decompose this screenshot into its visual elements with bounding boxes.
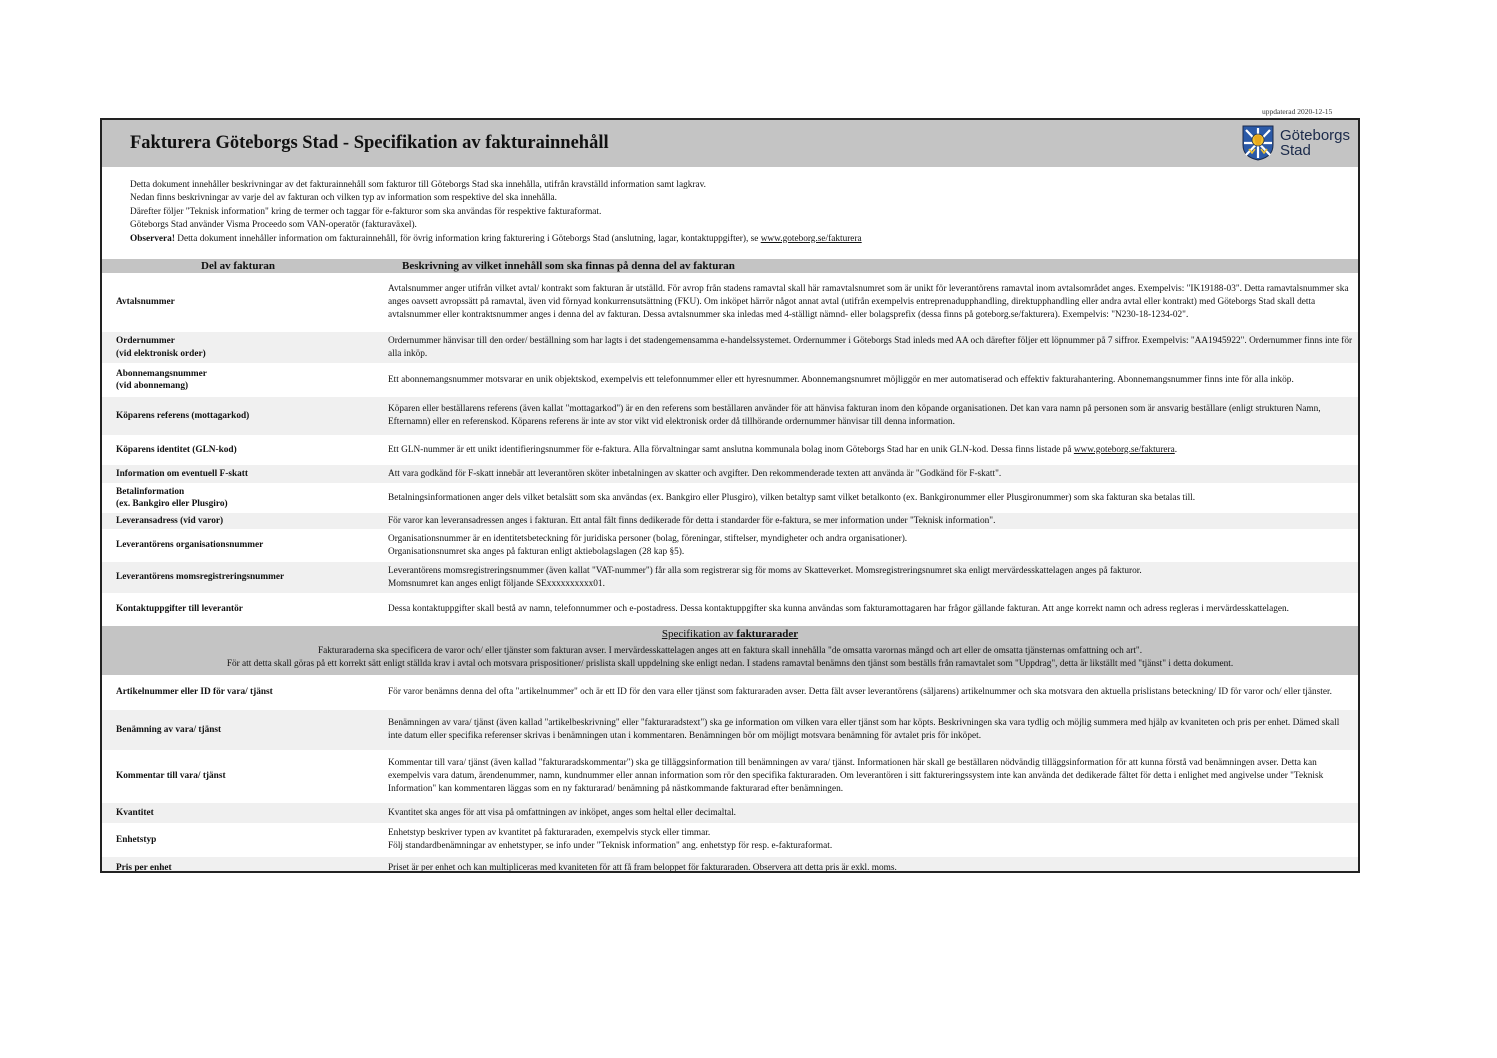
row-description: Kommentar till vara/ tjänst (även kallad "fakturaradskommentar") ska ge tilläggsinformation till benämningen av vara/ tjänst. Informationen här skall ge beställaren nödvändig tilläggsinformation för att kunna förstå vad benämningen avser. Detta kan exempelvis vara datum, ärendenummer, namn, kundnummer eller annan information som rör den specifika fakturaraden. Om leverantören i sitt faktureringssystem inte kan använda det dedikerade fältet för detta i enlighet med angivelse under "Teknisk Information" kan kommentaren läggas som en ny fakturarad/ benämning på nästkommande fakturarad efter benämningen. [388, 758, 1324, 794]
row-description: Enhetstyp beskriver typen av kvantitet på fakturaraden, exempelvis styck eller timmar. Följ standardbenämningar av enhetstyper, se info under "Teknisk information" ang. enhetstyp för resp. e-fakturaformat. [388, 828, 833, 851]
row-label: Pris per enhet [116, 862, 172, 873]
row-description: Ett abonnemangsnummer motsvarar en unik objektskod, exempelvis ett telefonnummer eller ett hyresnummer. Abonnemangsnumret möjliggör en mer automatiserad och effektiv fakturahantering. Abonnemangsnummer finns inte för alla inköp. [388, 374, 1294, 385]
row-label: Köparens identitet (GLN-kod) [116, 444, 237, 455]
table-row [102, 484, 1358, 513]
row-description: För varor benämns denna del ofta "artikelnummer" och är ett ID för den vara eller tjänst som fakturaraden avser. Detta fält avser leverantörens (säljarens) artikelnummer och ska motsvara den aktuella prislistans beteckning/ ID för varor och/ eller tjänster. [388, 686, 1332, 697]
table-row [102, 530, 1358, 562]
row-label: Abonnemangsnummer (vid abonnemang) [116, 368, 207, 391]
row-label: Artikelnummer eller ID för vara/ tjänst [116, 686, 273, 697]
row-description: Organisationsnummer är en identitetsbeteckning för juridiska personer (bolag, föreningar, stiftelser, myndigheter och andra organisationer). Organisationsnumret ska anges på fakturan enligt aktiebolagslagen (28 kap §5). [388, 533, 908, 557]
note-text: Detta dokument innehåller information om fakturainnehåll, för övrig information kring fakturering i Göteborgs Stad (anslutning, lagar, kontaktuppgifter), se [174, 233, 761, 244]
row-description: Köparen eller beställarens referens (även kallat "mottagarkod") är en den referens som beställaren använder för att hänvisa fakturan inom den köpande organisationen. Det kan vara namn på personen som är ansvarig beställare (enligt strukturen Namn, Efternamn) eller en referenskod. Köparens referens är inte av stor vikt vid elektronisk order då tillhörande ordernummer hänvisar till denna information. [388, 404, 1321, 427]
row-label: Leveransadress (vid varor) [116, 515, 224, 526]
table-row [102, 803, 1358, 824]
note-label: Observera! [130, 233, 175, 244]
intro [102, 167, 1358, 259]
fakturera-link[interactable]: www.goteborg.se/fakturera [760, 233, 862, 244]
column-header [102, 259, 1358, 273]
row-label: Avtalsnummer [116, 296, 175, 307]
spec-section [102, 626, 1358, 675]
table-row [102, 436, 1358, 465]
row-label: Kontaktuppgifter till leverantör [116, 604, 243, 615]
row-description: Avtalsnummer anger utifrån vilket avtal/ kontrakt som fakturan är utställd. För avrop från stadens ramavtal skall här ramavtalsnumret som är unikt för leverantörens ramavtal inom avtalsområdet anges. Exempelvis: "IK19188-03". Detta ramavtalsnummer ska anges oavsett avropssätt på ramavtal, även vid förnyad konkurrensutsättning (FKU). Om inköpet härrör något annat avtal (utifrån exempelvis entreprenadupphandling, direktupphandling eller andra avtal eller kontrakt) med Göteborgs Stad skall detta avtalsnummer eller kontraktsnummer anges i denna del av fakturan. Dessa avtalsnummer ska inledas med 4-ställigt nämnd- eller bolagsprefix (dessa finns på goteborg.se/fakturera). Exempelvis: "N230-18-1234-02". [388, 283, 1349, 320]
intro-line: Därefter följer "Teknisk information" kring de termer och taggar för e-fakturor som ska användas för respektive fakturaformat. [130, 206, 602, 217]
column-description: Beskrivning av vilket innehåll som ska finnas på denna del av fakturan [402, 260, 735, 272]
table-row [102, 513, 1358, 530]
row-description: Kvantitet ska anges för att visa på omfattningen av inköpet, anges som heltal eller decimaltal. [388, 807, 737, 818]
table-row [102, 824, 1358, 857]
table-row [102, 751, 1358, 803]
document-frame [100, 118, 1360, 873]
row-label: Enhetstyp [116, 834, 157, 845]
row-description: Leverantörens momsregistreringsnummer (även kallat "VAT-nummer") får alla som registrerar sig för moms av Skatteverket. Momsregistreringsnumret ska enligt mervärdesskattelagen anges på fakturor. Momsnumret kan anges enligt följande SExxxxxxxxxx01. [388, 565, 1142, 589]
row-label: Information om eventuell F-skatt [116, 468, 248, 479]
logo [1242, 125, 1350, 161]
row-label: Betalinformation (ex. Bankgiro eller Plusgiro) [116, 486, 228, 509]
updated-date: uppdaterad 2020-12-15 [1262, 107, 1333, 116]
gln-link[interactable]: www.goteborg.se/fakturera [1073, 444, 1175, 455]
page-title: Fakturera Göteborgs Stad - Specifikation av fakturainnehåll [130, 133, 609, 153]
row-description: Dessa kontaktuppgifter skall bestå av namn, telefonnummer och e-postadress. Dessa kontaktuppgifter ska kunna användas som fakturamottagaren har frågor gällande fakturan. Att ange korrekt namn och adress regleras i mervärdesskattelagen. [388, 604, 1289, 614]
row-label: Leverantörens organisationsnummer [116, 540, 264, 551]
row-label: Kommentar till vara/ tjänst [116, 771, 226, 782]
table-row [102, 332, 1358, 364]
intro-line: Nedan finns beskrivningar av varje del av fakturan och vilken typ av information som respektive del ska innehålla. [130, 193, 558, 204]
spec-line: Fakturaraderna ska specificera de varor och/ eller tjänster som fakturan avser. I mervärdesskattelagen anges att en faktura skall innehålla "de omsatta varornas mängd och art eller de omsatta tjänsternas omfattning och art". [317, 646, 1143, 656]
intro-note [130, 233, 1358, 246]
table-row [102, 273, 1358, 332]
crest-icon [1242, 125, 1274, 161]
row-label: Ordernummer (vid elektronisk order) [116, 336, 206, 359]
row-description: Ett GLN-nummer är ett unikt identifieringsnummer för e-faktura. Alla förvaltningar samt anslutna kommunala bolag inom Göteborgs Stad har en unik GLN-kod. Dessa finns listade på www.goteborg.se/fakturera. [388, 444, 1178, 455]
row-description: Att vara godkänd för F-skatt innebär att leverantören sköter inbetalningen av skatter och avgifter. Den rekommenderade texten att använda är "Godkänd för F-skatt". [388, 468, 1002, 479]
spec-line: För att detta skall göras på ett korrekt sätt enligt ställda krav i avtal och motsvara prispositioner/ prislista skall uppdelning ske enligt nedan. I stadens ramavtal benämns den tjänst som beställs från ramavtalet som "Uppdrag", detta är likställt med "tjänst" i detta dokument. [226, 658, 1234, 669]
intro-line: Göteborgs Stad använder Visma Proceedo som VAN-operatör (fakturaväxel). [130, 220, 417, 231]
row-label: Leverantörens momsregistreringsnummer [116, 572, 285, 583]
table-row [102, 364, 1358, 397]
table-row [102, 562, 1358, 594]
row-description: Betalningsinformationen anger dels vilket betalsätt som ska användas (ex. Bankgiro eller Plusgiro), vilken betaltyp samt vilket betalkonto (ex. Bankgironummer eller Plusgironummer) som ska fakturan ska betalas till. [388, 492, 1196, 503]
invoice-rows-table [102, 675, 1358, 873]
invoice-parts-table [102, 273, 1358, 626]
row-description: Priset är per enhet och kan multipliceras med kvaniteten för att få fram beloppet för fakturaraden. Observera att detta pris är exkl. moms. [388, 862, 897, 873]
table-row [102, 465, 1358, 484]
table-row [102, 397, 1358, 436]
row-description: Benämningen av vara/ tjänst (även kallad "artikelbeskrivning" eller "fakturaradstext") ska ge information om vilken vara eller tjänst som har köpts. Beskrivningen ska vara tydlig och möjlig summera med hjälp av kvaniteten och pris per enhet. Dämed skall inte datum eller specifika referenser skrivas i benämningen utan i kommentaren. Benämningen bör om möjligt motsvara benämning för avtalet pris för inköpet. [388, 718, 1340, 741]
row-label: Benämning av vara/ tjänst [116, 724, 222, 735]
row-label: Kvantitet [116, 807, 154, 818]
table-row [102, 857, 1358, 873]
column-part: Del av fakturan [201, 260, 275, 272]
row-description: För varor kan leveransadressen anges i fakturan. Ett antal fält finns dedikerade för detta i standarder för e-faktura, se mer information under "Teknisk information". [388, 515, 996, 526]
table-row [102, 594, 1358, 626]
row-label: Köparens referens (mottagarkod) [116, 410, 250, 421]
table-row [102, 675, 1358, 710]
table-row [102, 710, 1358, 751]
logo-text: Göteborgs Stad [1279, 127, 1350, 159]
intro-line: Detta dokument innehåller beskrivningar av det fakturainnehåll som fakturor till Göteborgs Stad ska innehålla, utifrån kravställd information samt lagkrav. [130, 180, 706, 190]
title-bar [102, 120, 1358, 167]
row-description: Ordernummer hänvisar till den order/ beställning som har lagts i det stadengemensamma e-handelssystemet. Ordernummer i Göteborgs Stad inleds med AA och därefter följer ett löpnummer på 7 siffror. Exempelvis: "AA1945922". Ordernummer finns inte för alla inköp. [388, 335, 1353, 359]
spec-title: Specifikation av fakturarader [661, 628, 799, 640]
